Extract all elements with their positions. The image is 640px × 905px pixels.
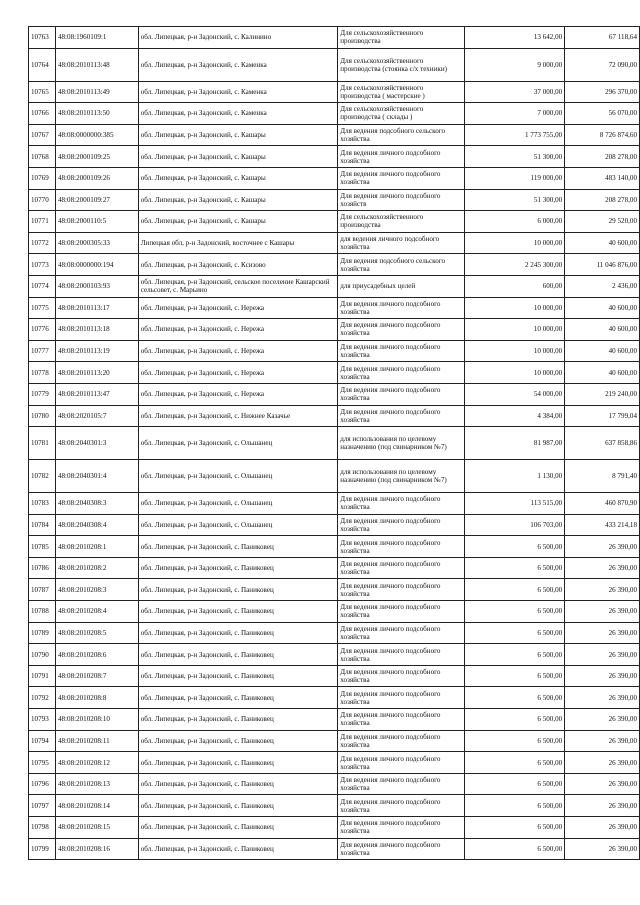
plot-address: обл. Липецкая, р-н Задонский, с. Паниковец — [138, 536, 338, 558]
permitted-use: Для сельскохозяйственного производства (стоянка с/х техники) — [338, 48, 465, 81]
cadastral-value: 26 390,00 — [565, 687, 640, 709]
plot-area: 6 000,00 — [464, 211, 564, 233]
plot-area: 6 500,00 — [464, 644, 564, 666]
cadastral-value: 11 046 876,00 — [565, 254, 640, 276]
row-number: 10765 — [29, 81, 56, 103]
cadastral-number: 48:08:2010113:17 — [55, 297, 138, 319]
plot-address: обл. Липецкая, р-н Задонский, с. Кашары — [138, 146, 338, 168]
cadastral-value: 17 799,04 — [565, 405, 640, 427]
table-row — [29, 460, 640, 493]
cadastral-number: 48:08:2010113:48 — [55, 48, 138, 81]
table-row — [29, 254, 640, 276]
row-number: 10790 — [29, 644, 56, 666]
row-number: 10781 — [29, 427, 56, 460]
permitted-use: для ведения личного подсобного хозяйства — [338, 232, 465, 254]
cadastral-value: 433 214,18 — [565, 514, 640, 536]
row-number: 10798 — [29, 817, 56, 839]
cadastral-number: 48:08:2010113:20 — [55, 362, 138, 384]
cadastral-value: 26 390,00 — [565, 579, 640, 601]
cadastral-value: 26 390,00 — [565, 817, 640, 839]
permitted-use: для приусадебных целей — [338, 275, 465, 297]
permitted-use: Для ведения личного подсобного хозяйства — [338, 557, 465, 579]
permitted-use: Для ведения личного подсобного хозяйства — [338, 536, 465, 558]
row-number: 10780 — [29, 405, 56, 427]
table-row — [29, 795, 640, 817]
permitted-use: Для ведения личного подсобного хозяйства — [338, 752, 465, 774]
plot-address: обл. Липецкая, р-н Задонский, с. Нережа — [138, 383, 338, 405]
row-number: 10772 — [29, 232, 56, 254]
row-number: 10785 — [29, 536, 56, 558]
permitted-use: Для ведения личного подсобного хозяйств — [338, 189, 465, 211]
permitted-use: Для ведения личного подсобного хозяйства — [338, 297, 465, 319]
land-plots-table — [28, 26, 640, 860]
plot-address: обл. Липецкая, р-н Задонский, с. Каменка — [138, 48, 338, 81]
plot-address: обл. Липецкая, р-н Задонский, с. Паниковец — [138, 644, 338, 666]
table-row — [29, 752, 640, 774]
cadastral-value: 26 390,00 — [565, 795, 640, 817]
plot-area: 6 500,00 — [464, 817, 564, 839]
row-number: 10795 — [29, 752, 56, 774]
plot-area: 1 130,00 — [464, 460, 564, 493]
cadastral-number: 48:08:2040301:4 — [55, 460, 138, 493]
cadastral-number: 48:08:2010208:1 — [55, 536, 138, 558]
plot-area: 6 500,00 — [464, 665, 564, 687]
row-number: 10771 — [29, 211, 56, 233]
cadastral-value: 219 240,00 — [565, 383, 640, 405]
table-row — [29, 665, 640, 687]
cadastral-number: 48:08:2040308:3 — [55, 493, 138, 515]
table-row — [29, 687, 640, 709]
plot-area: 6 500,00 — [464, 773, 564, 795]
plot-address: обл. Липецкая, р-н Задонский, с. Паниковец — [138, 601, 338, 623]
cadastral-number: 48:08:2010208:14 — [55, 795, 138, 817]
cadastral-number: 48:08:2010208:6 — [55, 644, 138, 666]
row-number: 10788 — [29, 601, 56, 623]
table-row — [29, 27, 640, 49]
table-row — [29, 189, 640, 211]
permitted-use: Для сельскохозяйственного производства ( мастерские ) — [338, 81, 465, 103]
cadastral-number: 48:08:2020105:7 — [55, 405, 138, 427]
cadastral-number: 48:08:2010208:13 — [55, 773, 138, 795]
cadastral-number: 48:08:2000109:27 — [55, 189, 138, 211]
table-row — [29, 103, 640, 125]
table-row — [29, 81, 640, 103]
plot-address: обл. Липецкая, р-н Задонский, с. Паниковец — [138, 687, 338, 709]
permitted-use: для использования по целевому назначению (под свинарником №7) — [338, 427, 465, 460]
table-row — [29, 383, 640, 405]
cadastral-value: 208 278,00 — [565, 146, 640, 168]
cadastral-value: 296 370,00 — [565, 81, 640, 103]
plot-area: 119 000,00 — [464, 167, 564, 189]
plot-address: обл. Липецкая, р-н Задонский, с. Паниковец — [138, 773, 338, 795]
permitted-use: Для ведения подсобного сельского хозяйства — [338, 254, 465, 276]
permitted-use: Для ведения личного подсобного хозяйства — [338, 362, 465, 384]
table-row — [29, 644, 640, 666]
row-number: 10777 — [29, 340, 56, 362]
row-number: 10767 — [29, 124, 56, 146]
cadastral-value: 26 390,00 — [565, 601, 640, 623]
cadastral-number: 48:08:2010208:10 — [55, 709, 138, 731]
plot-area: 10 000,00 — [464, 297, 564, 319]
permitted-use: Для ведения личного подсобного хозяйства — [338, 319, 465, 341]
plot-area: 4 384,00 — [464, 405, 564, 427]
plot-area: 10 000,00 — [464, 340, 564, 362]
plot-address: обл. Липецкая, р-н Задонский, с. Ольшанец — [138, 493, 338, 515]
permitted-use: Для ведения личного подсобного хозяйства — [338, 838, 465, 860]
plot-area: 6 500,00 — [464, 795, 564, 817]
permitted-use: Для ведения личного подсобного хозяйства — [338, 665, 465, 687]
permitted-use: Для ведения личного подсобного хозяйства — [338, 795, 465, 817]
cadastral-value: 26 390,00 — [565, 838, 640, 860]
permitted-use: Для сельскохозяйственного производства ( склады ) — [338, 103, 465, 125]
row-number: 10789 — [29, 622, 56, 644]
permitted-use: Для ведения личного подсобного хозяйства — [338, 579, 465, 601]
plot-address: обл. Липецкая, р-н Задонский, с. Паниковец — [138, 579, 338, 601]
cadastral-number: 48:08:2010113:49 — [55, 81, 138, 103]
cadastral-value: 460 870,90 — [565, 493, 640, 515]
cadastral-value: 40 600,00 — [565, 340, 640, 362]
cadastral-value: 26 390,00 — [565, 536, 640, 558]
permitted-use: Для ведения личного подсобного хозяйства — [338, 601, 465, 623]
table-row — [29, 536, 640, 558]
plot-address: обл. Липецкая, р-н Задонский, с. Паниковец — [138, 817, 338, 839]
cadastral-number: 48:08:2000109:25 — [55, 146, 138, 168]
cadastral-number: 48:08:2010208:15 — [55, 817, 138, 839]
plot-address: обл. Липецкая, р-н Задонский, сельское поселение Кашарский сельсовет, с. Марьино — [138, 275, 338, 297]
plot-address: обл. Липецкая, р-н Задонский, с. Ольшанец — [138, 427, 338, 460]
table-row — [29, 146, 640, 168]
plot-area: 13 642,00 — [464, 27, 564, 49]
table-row — [29, 297, 640, 319]
plot-address: обл. Липецкая, р-н Задонский, с. Нережа — [138, 297, 338, 319]
cadastral-value: 72 090,00 — [565, 48, 640, 81]
row-number: 10786 — [29, 557, 56, 579]
plot-area: 81 987,00 — [464, 427, 564, 460]
table-row — [29, 124, 640, 146]
plot-area: 106 703,00 — [464, 514, 564, 536]
table-row — [29, 211, 640, 233]
cadastral-value: 26 390,00 — [565, 644, 640, 666]
row-number: 10782 — [29, 460, 56, 493]
row-number: 10766 — [29, 103, 56, 125]
cadastral-number: 48:08:2000110:5 — [55, 211, 138, 233]
plot-area: 9 000,00 — [464, 48, 564, 81]
plot-address: обл. Липецкая, р-н Задонский, с. Кашары — [138, 189, 338, 211]
plot-address: обл. Липецкая, р-н Задонский, с. Паниковец — [138, 665, 338, 687]
table-row — [29, 340, 640, 362]
plot-address: обл. Липецкая, р-н Задонский, с. Паниковец — [138, 730, 338, 752]
cadastral-number: 48:08:2010113:19 — [55, 340, 138, 362]
table-row — [29, 601, 640, 623]
plot-area: 6 500,00 — [464, 752, 564, 774]
plot-area: 6 500,00 — [464, 622, 564, 644]
cadastral-number: 48:08:2000109:26 — [55, 167, 138, 189]
plot-area: 6 500,00 — [464, 838, 564, 860]
permitted-use: Для сельскохозяйственного производства — [338, 27, 465, 49]
table-row — [29, 730, 640, 752]
permitted-use: Для сельскохозяйственного производства — [338, 211, 465, 233]
cadastral-number: 48:08:2010208:5 — [55, 622, 138, 644]
cadastral-number: 48:08:2000103:93 — [55, 275, 138, 297]
permitted-use: Для ведения личного подсобного хозяйства — [338, 817, 465, 839]
permitted-use: Для ведения подсобного сельского хозяйства — [338, 124, 465, 146]
cadastral-number: 48:08:2010208:7 — [55, 665, 138, 687]
plot-address: обл. Липецкая, р-н Задонский, с. Каменка — [138, 103, 338, 125]
permitted-use: Для ведения личного подсобного хозяйства — [338, 730, 465, 752]
row-number: 10774 — [29, 275, 56, 297]
permitted-use: Для ведения личного подсобного хозяйства — [338, 709, 465, 731]
table-row — [29, 493, 640, 515]
plot-area: 6 500,00 — [464, 601, 564, 623]
plot-address: обл. Липецкая, р-н Задонский, с. Нережа — [138, 319, 338, 341]
plot-address: обл. Липецкая, р-н Задонский, с. Паниковец — [138, 557, 338, 579]
row-number: 10787 — [29, 579, 56, 601]
plot-address: обл. Липецкая, р-н Задонский, с. Каменка — [138, 81, 338, 103]
plot-area: 37 000,00 — [464, 81, 564, 103]
plot-area: 2 245 300,00 — [464, 254, 564, 276]
permitted-use: для использования по целевому назначению (под свинарником №7) — [338, 460, 465, 493]
cadastral-value: 67 118,64 — [565, 27, 640, 49]
permitted-use: Для ведения личного подсобного хозяйства — [338, 514, 465, 536]
table-row — [29, 773, 640, 795]
plot-area: 600,00 — [464, 275, 564, 297]
table-row — [29, 817, 640, 839]
cadastral-number: 48:08:2010208:12 — [55, 752, 138, 774]
cadastral-number: 48:08:2010113:47 — [55, 383, 138, 405]
cadastral-value: 56 070,00 — [565, 103, 640, 125]
row-number: 10791 — [29, 665, 56, 687]
plot-area: 6 500,00 — [464, 709, 564, 731]
cadastral-number: 48:08:2010208:8 — [55, 687, 138, 709]
table-row — [29, 275, 640, 297]
plot-address: обл. Липецкая, р-н Задонский, с. Кашары — [138, 167, 338, 189]
permitted-use: Для ведения личного подсобного хозяйства — [338, 146, 465, 168]
plot-address: обл. Липецкая, р-н Задонский, с. Ольшанец — [138, 514, 338, 536]
permitted-use: Для ведения личного подсобного хозяйства — [338, 644, 465, 666]
permitted-use: Для ведения личного подсобного хозяйства — [338, 167, 465, 189]
plot-address: обл. Липецкая, р-н Задонский, с. Калинино — [138, 27, 338, 49]
plot-area: 7 000,00 — [464, 103, 564, 125]
cadastral-value: 26 390,00 — [565, 709, 640, 731]
plot-area: 10 000,00 — [464, 232, 564, 254]
cadastral-value: 8 791,40 — [565, 460, 640, 493]
table-row — [29, 232, 640, 254]
table-body — [29, 27, 640, 860]
cadastral-number: 48:08:2010208:3 — [55, 579, 138, 601]
plot-address: обл. Липецкая, р-н Задонский, с. Паниковец — [138, 709, 338, 731]
cadastral-value: 40 600,00 — [565, 232, 640, 254]
permitted-use: Для ведения личного подсобного хозяйства — [338, 340, 465, 362]
permitted-use: Для ведения личного подсобного хозяйства — [338, 493, 465, 515]
cadastral-value: 40 600,00 — [565, 319, 640, 341]
plot-address: обл. Липецкая, р-н Задонский, с. Кашары — [138, 124, 338, 146]
cadastral-value: 8 726 874,60 — [565, 124, 640, 146]
plot-address: обл. Липецкая, р-н Задонский, с. Кашары — [138, 211, 338, 233]
plot-address: Липецкая обл, р-н Задонский, восточнее с Кашары — [138, 232, 338, 254]
cadastral-number: 48:08:2010208:11 — [55, 730, 138, 752]
row-number: 10784 — [29, 514, 56, 536]
permitted-use: Для ведения личного подсобного хозяйства — [338, 405, 465, 427]
plot-area: 10 000,00 — [464, 319, 564, 341]
plot-area: 51 300,00 — [464, 146, 564, 168]
plot-address: обл. Липецкая, р-н Задонский, с. Нижнее Казачье — [138, 405, 338, 427]
plot-address: обл. Липецкая, р-н Задонский, с. Ольшанец — [138, 460, 338, 493]
cadastral-number: 48:08:1960109:1 — [55, 27, 138, 49]
plot-address: обл. Липецкая, р-н Задонский, с. Нережа — [138, 362, 338, 384]
table-row — [29, 167, 640, 189]
table-row — [29, 579, 640, 601]
cadastral-number: 48:08:0000000:194 — [55, 254, 138, 276]
cadastral-value: 26 390,00 — [565, 557, 640, 579]
row-number: 10773 — [29, 254, 56, 276]
permitted-use: Для ведения личного подсобного хозяйства — [338, 687, 465, 709]
plot-area: 113 515,00 — [464, 493, 564, 515]
plot-address: обл. Липецкая, р-н Задонский, с. Паниковец — [138, 752, 338, 774]
cadastral-number: 48:08:2040308:4 — [55, 514, 138, 536]
row-number: 10775 — [29, 297, 56, 319]
cadastral-number: 48:08:2010113:50 — [55, 103, 138, 125]
row-number: 10764 — [29, 48, 56, 81]
plot-area: 6 500,00 — [464, 730, 564, 752]
cadastral-number: 48:08:2000305:33 — [55, 232, 138, 254]
row-number: 10769 — [29, 167, 56, 189]
table-row — [29, 362, 640, 384]
cadastral-number: 48:08:2010113:18 — [55, 319, 138, 341]
plot-address: обл. Липецкая, р-н Задонский, с. Паниковец — [138, 795, 338, 817]
permitted-use: Для ведения личного подсобного хозяйства — [338, 773, 465, 795]
row-number: 10763 — [29, 27, 56, 49]
cadastral-number: 48:08:2010208:16 — [55, 838, 138, 860]
table-row — [29, 557, 640, 579]
plot-area: 6 500,00 — [464, 557, 564, 579]
plot-area: 54 000,00 — [464, 383, 564, 405]
plot-area: 6 500,00 — [464, 536, 564, 558]
plot-area: 1 773 755,00 — [464, 124, 564, 146]
plot-area: 10 000,00 — [464, 362, 564, 384]
plot-address: обл. Липецкая, р-н Задонский, с. Нережа — [138, 340, 338, 362]
table-row — [29, 622, 640, 644]
cadastral-value: 637 858,86 — [565, 427, 640, 460]
row-number: 10776 — [29, 319, 56, 341]
plot-area: 51 300,00 — [464, 189, 564, 211]
row-number: 10792 — [29, 687, 56, 709]
table-row — [29, 838, 640, 860]
cadastral-value: 483 140,00 — [565, 167, 640, 189]
cadastral-value: 2 436,00 — [565, 275, 640, 297]
cadastral-number: 48:08:2010208:2 — [55, 557, 138, 579]
row-number: 10779 — [29, 383, 56, 405]
table-row — [29, 514, 640, 536]
plot-address: обл. Липецкая, р-н Задонский, с. Ксизово — [138, 254, 338, 276]
cadastral-number: 48:08:2040301:3 — [55, 427, 138, 460]
table-row — [29, 48, 640, 81]
table-row — [29, 427, 640, 460]
plot-area: 6 500,00 — [464, 579, 564, 601]
cadastral-number: 48:08:2010208:4 — [55, 601, 138, 623]
cadastral-number: 48:08:0000000:385 — [55, 124, 138, 146]
permitted-use: Для ведения личного подсобного хозяйства — [338, 383, 465, 405]
row-number: 10794 — [29, 730, 56, 752]
cadastral-value: 208 278,00 — [565, 189, 640, 211]
row-number: 10796 — [29, 773, 56, 795]
cadastral-value: 26 390,00 — [565, 730, 640, 752]
table-row — [29, 405, 640, 427]
cadastral-value: 29 520,00 — [565, 211, 640, 233]
cadastral-value: 26 390,00 — [565, 622, 640, 644]
plot-address: обл. Липецкая, р-н Задонский, с. Паниковец — [138, 838, 338, 860]
row-number: 10770 — [29, 189, 56, 211]
permitted-use: Для ведения личного подсобного хозяйства — [338, 622, 465, 644]
table-row — [29, 319, 640, 341]
plot-area: 6 500,00 — [464, 687, 564, 709]
cadastral-value: 26 390,00 — [565, 665, 640, 687]
row-number: 10783 — [29, 493, 56, 515]
cadastral-value: 26 390,00 — [565, 752, 640, 774]
row-number: 10793 — [29, 709, 56, 731]
plot-address: обл. Липецкая, р-н Задонский, с. Паниковец — [138, 622, 338, 644]
row-number: 10778 — [29, 362, 56, 384]
row-number: 10799 — [29, 838, 56, 860]
cadastral-value: 40 600,00 — [565, 297, 640, 319]
row-number: 10797 — [29, 795, 56, 817]
table-row — [29, 709, 640, 731]
cadastral-value: 40 600,00 — [565, 362, 640, 384]
cadastral-value: 26 390,00 — [565, 773, 640, 795]
row-number: 10768 — [29, 146, 56, 168]
